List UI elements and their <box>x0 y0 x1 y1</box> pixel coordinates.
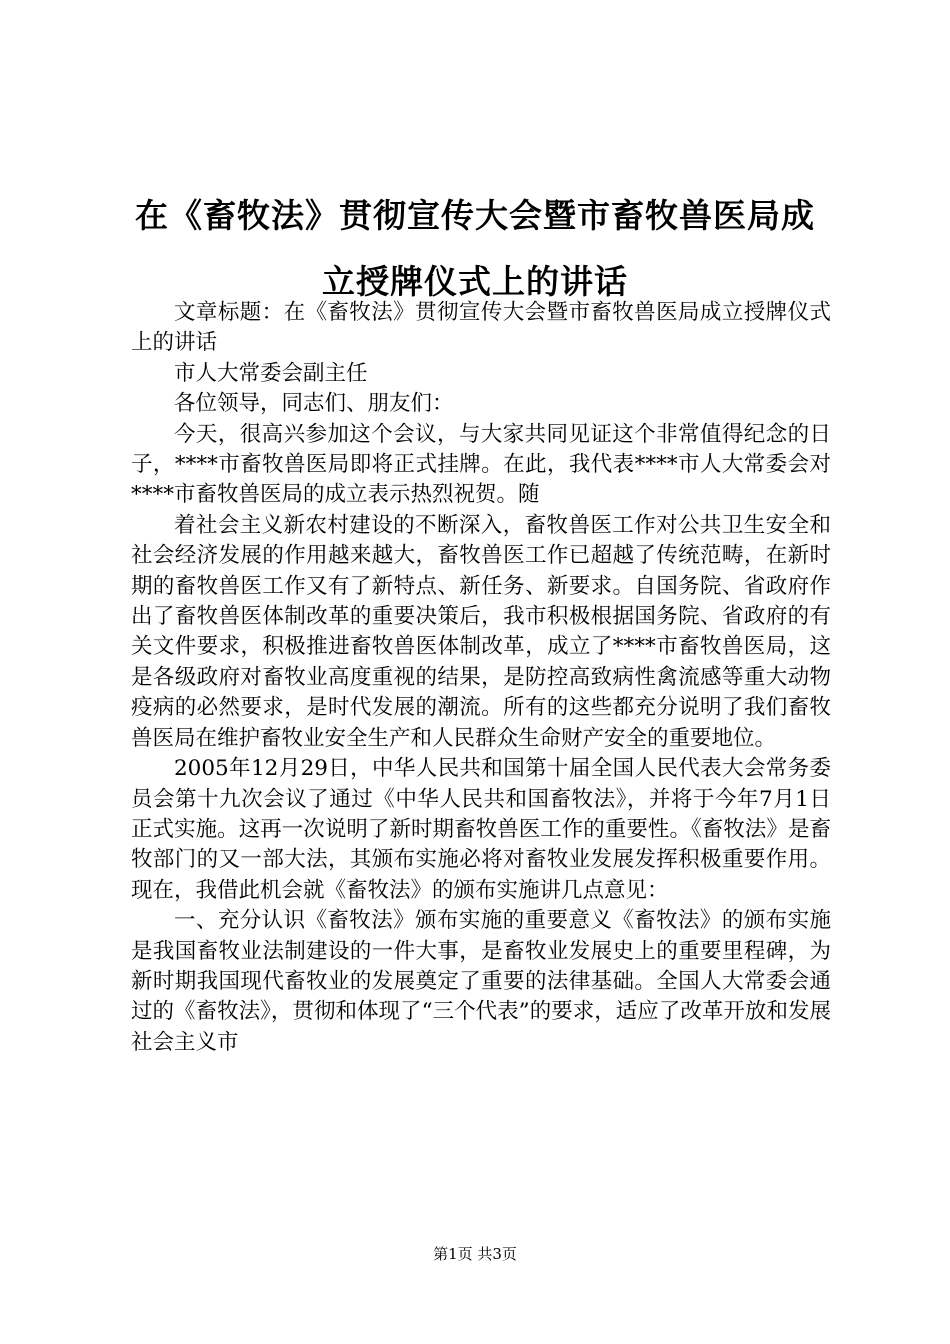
body-paragraph: 2005年12月29日，中华人民共和国第十届全国人民代表大会常务委员会第十九次会议了通过《中华人民共和国畜牧法》，并将于今年7月1日正式实施。这再一次说明了新时期畜牧兽医工作的重要性。《畜牧法》是畜牧部门的又一部大法，其颁布实施必将对畜牧业发展发挥积极重要作用。现在，我借此机会就《畜牧法》的颁布实施讲几点意见： <box>131 756 831 903</box>
salutation-paragraph: 各位领导，同志们、朋友们： <box>174 391 454 417</box>
body-paragraph: 今天，很高兴参加这个会议，与大家共同见证这个非常值得纪念的日子，****市畜牧兽医局即将正式挂牌。在此，我代表****市人大常委会对****市畜牧兽医局的成立表示热烈祝贺。随 <box>131 421 831 508</box>
article-title-paragraph: 文章标题：在《畜牧法》贯彻宣传大会暨市畜牧兽医局成立授牌仪式上的讲话 <box>131 300 831 356</box>
document-title <box>110 183 840 315</box>
body-paragraph: 一、充分认识《畜牧法》颁布实施的重要意义《畜牧法》的颁布实施是我国畜牧业法制建设的一件大事，是畜牧业发展史上的重要里程碑，为新时期我国现代畜牧业的发展奠定了重要的法律基础。全国人大常委会通过的《畜牧法》，贯彻和体现了“三个代表”的要求，适应了改革开放和发展社会主义市 <box>131 908 831 1055</box>
page-footer: 第1页 共3页 <box>433 1245 517 1263</box>
document-body <box>131 298 831 1058</box>
title-line-2: 立授牌仪式上的讲话 <box>322 262 628 301</box>
body-paragraph: 着社会主义新农村建设的不断深入，畜牧兽医工作对公共卫生安全和社会经济发展的作用越来越大，畜牧兽医工作已超越了传统范畴，在新时期的畜牧兽医工作又有了新特点、新任务、新要求。自国务院、省政府作出了畜牧兽医体制改革的重要决策后，我市积极根据国务院、省政府的有关文件要求，积极推进畜牧兽医体制改革，成立了****市畜牧兽医局，这是各级政府对畜牧业高度重视的结果，是防控高致病性禽流感等重大动物疫病的必然要求，是时代发展的潮流。所有的这些都充分说明了我们畜牧兽医局在维护畜牧业安全生产和人民群众生命财产安全的重要地位。 <box>131 512 831 751</box>
speaker-paragraph: 市人大常委会副主任 <box>174 360 368 386</box>
title-line-1: 在《畜牧法》贯彻宣传大会暨市畜牧兽医局成 <box>135 196 815 235</box>
